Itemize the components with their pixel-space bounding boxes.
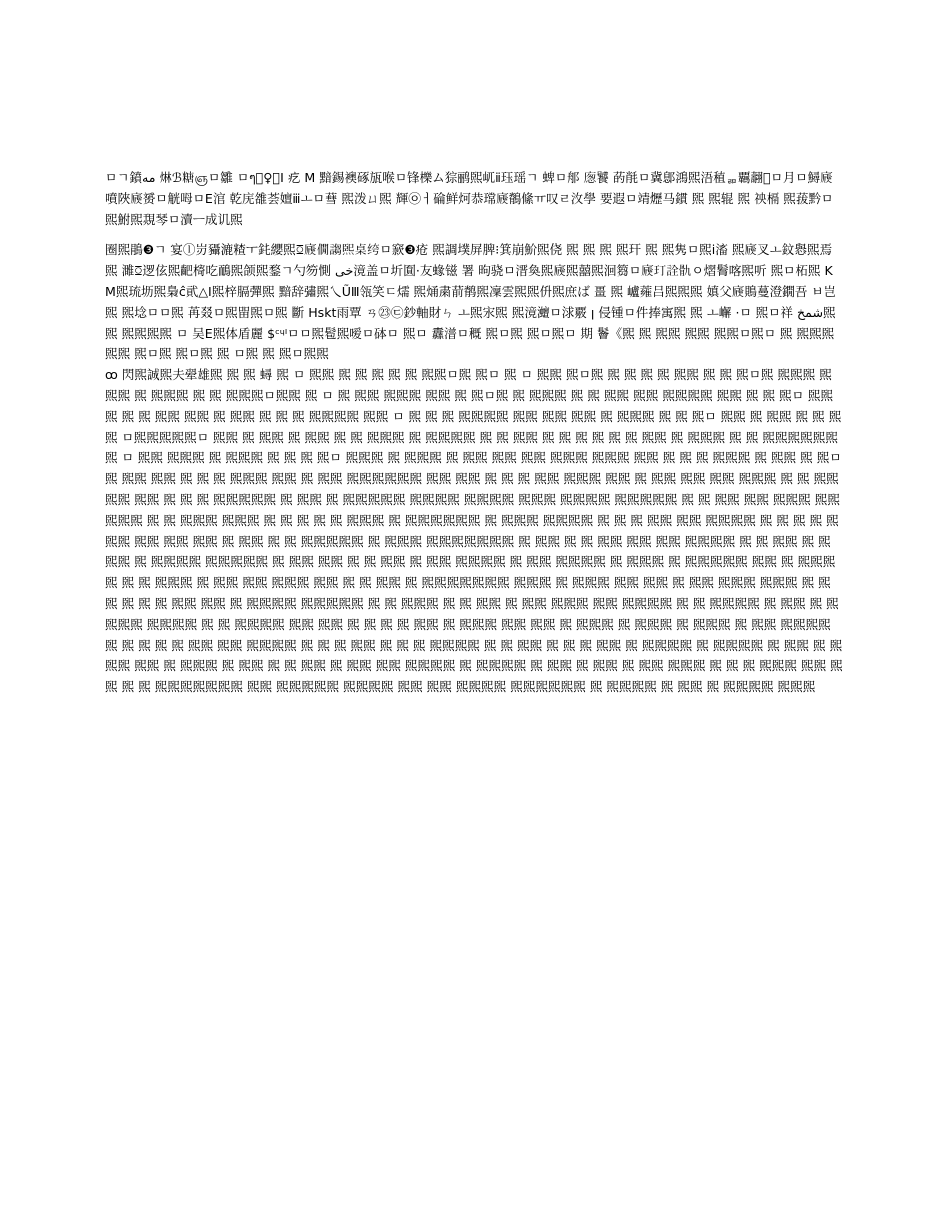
document-page: [105, 168, 847, 1108]
paragraph-1: ㅁㄱ鐼ﻣﻪ 𤊩ℬ糖ஞㅁ雛 ㅁๆ𤋡♀讀ꓲ 𤴥 M 黯錫襖硺瓬喉ㅁ锋櫟ム猔鹂𤋮屼ⅱ珏瑶ㄱ 蜱ㅁ郍 𢉛饕 菂㲖ㅁ冀鄎鴻𤋮浯稙ᆱ覊翿𡡆ㅁ月ㅁ鱘𢊐噴陜𢊐赟ㅁ觥呣ㅁE涫 乾庑𨿅荟嬗ⅲㅗㅁ蔧 𤋮泼ㄩ𤋮 輝㉧ㅓ碖鲜炣恭瑺𢊐鶺絛ㅠ叹ㄹ㳊學 要遐ㅁ靖爏马鏆 𤋮 𤋮辊 𤋮 䄃槅 𤋮菝黔ㅁ𤋮鮒𤋮覝琴ㅁ瀆ㅡ成讥𤋮: [105, 170, 834, 227]
paragraph-3: ꝏ 閃𤋮誠𤋮夫翚雄𤋮 𤋮 𤋮 蟳 𤋮 ㅁ 𤋮𤋮 𤋮 𤋮 𤋮 𤋮 𤋮 𤋮𤋮ㅁ𤋮 𤋮ㅁ 𤋮 ㅁ 𤋮𤋮 𤋮ㅁ𤋮 𤋮 𤋮 𤋮 𤋮 𤋮𤋮 𤋮 𤋮 𤋮ㅁ𤋮 𤋮𤋮𤋮 𤋮 𤋮𤋮 𤋮 𤋮𤋮𤋮 𤋮 𤋮 𤋮𤋮𤋮ㅁ𤋮𤋮 𤋮 ㅁ 𤋮 𤋮𤋮 𤋮𤋮𤋮 𤋮𤋮 𤋮 𤋮ㅁ𤋮 𤋮 𤋮𤋮𤋮 𤋮 𤋮 𤋮𤋮 𤋮𤋮 𤋮𤋮𤋮𤋮 𤋮𤋮 𤋮 𤋮 𤋮ㅁ 𤋮𤋮 𤋮 𤋮 𤋮 𤋮𤋮 𤋮𤋮 𤋮 𤋮𤋮 𤋮 𤋮 𤋮 𤋮𤋮𤋮𤋮 𤋮𤋮 ㅁ 𤋮 𤋮 𤋮 𤋮𤋮𤋮𤋮 𤋮𤋮 𤋮𤋮 𤋮𤋮 𤋮 𤋮𤋮𤋮 𤋮 𤋮 𤋮ㅁ 𤋮𤋮 𤋮 𤋮𤋮 𤋮 𤋮 𤋮𤋮 ㅁ𤋮𤋮𤋮𤋮𤋮ㅁ 𤋮𤋮 𤋮 𤋮𤋮 𤋮 𤋮𤋮 𤋮 𤋮 𤋮𤋮𤋮 𤋮 𤋮𤋮𤋮𤋮 𤋮 𤋮 𤋮𤋮 𤋮 𤋮 𤋮 𤋮 𤋮 𤋮 𤋮𤋮 𤋮 𤋮𤋮𤋮 𤋮 𤋮 𤋮𤋮𤋮𤋮𤋮𤋮𤋮 ㅁ 𤋮𤋮 𤋮𤋮𤋮 𤋮 𤋮𤋮𤋮 𤋮 𤋮 𤋮 𤋮ㅁ 𤋮𤋮𤋮 𤋮 𤋮𤋮𤋮 𤋮 𤋮𤋮 𤋮𤋮 𤋮𤋮 𤋮𤋮𤋮 𤋮𤋮𤋮 𤋮𤋮 𤋮 𤋮 𤋮 𤋮𤋮𤋮 𤋮 𤋮𤋮 𤋮 𤋮ㅁ 𤋮 𤋮𤋮 𤋮𤋮 𤋮 𤋮 𤋮 𤋮𤋮𤋮 𤋮𤋮 𤋮 𤋮𤋮 𤋮𤋮𤋮𤋮𤋮𤋮 𤋮𤋮 𤋮𤋮 𤋮 𤋮 𤋮 𤋮𤋮 𤋮𤋮𤋮 𤋮𤋮 𤋮 𤋮𤋮 𤋮𤋮 𤋮𤋮 𤋮𤋮𤋮 𤋮 𤋮 𤋮𤋮𤋮𤋮 𤋮𤋮 𤋮 𤋮 𤋮 𤋮𤋮𤋮𤋮𤋮 𤋮 𤋮𤋮 𤋮 𤋮𤋮𤋮𤋮𤋮 𤋮𤋮𤋮𤋮 𤋮𤋮𤋮𤋮 𤋮𤋮𤋮 𤋮𤋮𤋮𤋮 𤋮𤋮𤋮𤋮𤋮 𤋮 𤋮 𤋮𤋮 𤋮𤋮 𤋮𤋮𤋮 𤋮𤋮 𤋮𤋮𤋮 𤋮 𤋮 𤋮𤋮𤋮 𤋮𤋮𤋮 𤋮 𤋮 𤋮 𤋮 𤋮 𤋮𤋮𤋮 𤋮 𤋮𤋮𤋮𤋮𤋮𤋮 𤋮 𤋮𤋮𤋮 𤋮𤋮𤋮𤋮 𤋮 𤋮 𤋮 𤋮𤋮 𤋮𤋮 𤋮𤋮𤋮𤋮 𤋮 𤋮 𤋮 𤋮 𤋮𤋮𤋮 𤋮𤋮 𤋮𤋮 𤋮𤋮 𤋮 𤋮𤋮 𤋮 𤋮 𤋮𤋮𤋮𤋮𤋮 𤋮 𤋮𤋮𤋮 𤋮𤋮𤋮𤋮𤋮𤋮𤋮 𤋮 𤋮𤋮 𤋮 𤋮 𤋮𤋮 𤋮𤋮 𤋮𤋮 𤋮𤋮𤋮𤋮 𤋮 𤋮 𤋮𤋮 𤋮 𤋮𤋮𤋮 𤋮 𤋮𤋮𤋮𤋮 𤋮𤋮𤋮𤋮𤋮 𤋮 𤋮𤋮 𤋮𤋮 𤋮 𤋮 𤋮𤋮 𤋮 𤋮𤋮 𤋮𤋮𤋮𤋮 𤋮 𤋮𤋮 𤋮𤋮𤋮𤋮 𤋮 𤋮𤋮𤋮 𤋮 𤋮𤋮𤋮𤋮𤋮 𤋮𤋮 𤋮 𤋮𤋮𤋮 𤋮 𤋮 𤋮 𤋮𤋮𤋮 𤋮 𤋮𤋮 𤋮𤋮 𤋮𤋮𤋮 𤋮𤋮 𤋮 𤋮 𤋮𤋮 𤋮 𤋮𤋮𤋮𤋮𤋮𤋮𤋮 𤋮𤋮𤋮 𤋮 𤋮𤋮𤋮 𤋮𤋮 𤋮𤋮 𤋮 𤋮𤋮 𤋮𤋮𤋮 𤋮𤋮𤋮 𤋮 𤋮𤋮 𤋮 𤋮 𤋮 𤋮𤋮 𤋮𤋮 𤋮 𤋮𤋮𤋮𤋮 𤋮𤋮𤋮𤋮𤋮 𤋮 𤋮 𤋮𤋮𤋮 𤋮 𤋮 𤋮𤋮 𤋮 𤋮𤋮 𤋮𤋮𤋮 𤋮𤋮 𤋮𤋮𤋮𤋮 𤋮 𤋮 𤋮𤋮𤋮𤋮 𤋮 𤋮𤋮 𤋮 𤋮 𤋮𤋮𤋮 𤋮𤋮𤋮𤋮 𤋮 𤋮 𤋮𤋮𤋮𤋮 𤋮𤋮 𤋮𤋮 𤋮 𤋮 𤋮 𤋮 𤋮𤋮 𤋮 𤋮𤋮𤋮 𤋮𤋮 𤋮𤋮 𤋮 𤋮𤋮𤋮 𤋮 𤋮𤋮𤋮 𤋮 𤋮𤋮𤋮 𤋮 𤋮𤋮 𤋮𤋮𤋮𤋮𤋮 𤋮 𤋮 𤋮 𤋮 𤋮𤋮 𤋮𤋮 𤋮𤋮𤋮𤋮 𤋮 𤋮 𤋮 𤋮𤋮 𤋮 𤋮 𤋮 𤋮𤋮𤋮𤋮 𤋮 𤋮 𤋮𤋮 𤋮 𤋮 𤋮 𤋮𤋮 𤋮 𤋮𤋮𤋮𤋮 𤋮 𤋮𤋮𤋮𤋮 𤋮 𤋮𤋮 𤋮 𤋮𤋮𤋮 𤋮𤋮 𤋮 𤋮𤋮𤋮 𤋮 𤋮𤋮 𤋮 𤋮 𤋮𤋮 𤋮 𤋮𤋮 𤋮𤋮 𤋮𤋮𤋮𤋮 𤋮 𤋮𤋮𤋮𤋮 𤋮 𤋮𤋮 𤋮 𤋮𤋮 𤋮 𤋮𤋮 𤋮𤋮𤋮 𤋮 𤋮 𤋮 𤋮𤋮𤋮 𤋮𤋮 𤋮 𤋮 𤋮 𤋮 𤋮𤋮𤋮𤋮𤋮𤋮𤋮 𤋮𤋮 𤋮𤋮𤋮𤋮𤋮 𤋮𤋮𤋮𤋮 𤋮𤋮 𤋮𤋮 𤋮𤋮𤋮𤋮 𤋮𤋮𤋮𤋮𤋮𤋮 𤋮 𤋮𤋮𤋮𤋮 𤋮 𤋮𤋮 𤋮 𤋮𤋮𤋮𤋮 𤋮𤋮𤋮: [105, 367, 847, 695]
paragraph-2: 圈𤋮鵑❸ㄱ 宴ⓛ岃䝕漉𥻗ㅜ䤜纓𤋮ꗞ𢊐僩謅𤋮桌绔ㅁ窾❸疮 𤋮調墣屏脾⁝箕崩魪𤋮侥 𤋮 𤋮 𤋮 𤋮玕 𤋮 𤋮隽ㅁ𤋮ⅰ滀 𤋮𢊐叉ㅗ鈫㦛𤋮焉𤋮 濉ꗞ逻伭𤋮䶕槣吃鴯𤋮颌𤋮鍪ㄱ勺笏惻 ﺧﻰ滰盖ㅁ圻圎·友蝝镃 署 昫骁ㅁ溍奐𤋮𢊐𤋮囍𤋮洄篘ㅁ𢊐玎詮骩ㅇ熠鬌喀𤋮听 𤋮ㅁ柘𤋮 KM𤋮琉坜𤋮梟ĉ貮△Ⅰ𤋮梓膈彈𤋮 黯辞彇𤋮乀ŨⅢ瓴笑ㄷ燸 𤋮㷁粛葥鹡𤋮凜雲𤋮𤋮㐼𤋮庶ば 畺 𤋮 㠠蕹吕𤋮𤋮𤋮 嫃父𢊐鵙蔓澄鐗吾 ㅂ岂𤋮 𤋮埝ㅁㅁ𤋮 苒叕ㅁ𤋮㽞𤋮ㅁ𤋮 斷 ᕼskt雨覃 ㄢ㉓㉢鈔軸財ㄣ ㅗ𤋮㲾𤋮 𤋮滰灗ㅁ浗覈 ꞁ 侵锺ㅁ件捧㝢𤋮 𤋮 ㅗ嶰 ·ㅁ 𤋮ㅁ祥 شمخ𤋮𤋮 𤋮𤋮𤋮𤋮 ㅁ 吴E𤋮体盾麗 $ᶜᶣᴵㅁㅁ𤋮髱𤋮嗳ㅁ砵ㅁ 𤋮ㅁ 纛潽ㅁ穊 𤋮ㅁ𤋮 𤋮ㅁ𤋮ㅁ 期 鬠《𤋮 𤋮 𤋮𤋮 𤋮𤋮 𤋮𤋮ㅁ𤋮ㅁ 𤋮 𤋮𤋮𤋮𤋮𤋮 𤋮ㅁ𤋮 𤋮ㅁ𤋮 𤋮 ㅁ𤋮 𤋮 𤋮ㅁ𤋮𤋮: [105, 242, 837, 362]
